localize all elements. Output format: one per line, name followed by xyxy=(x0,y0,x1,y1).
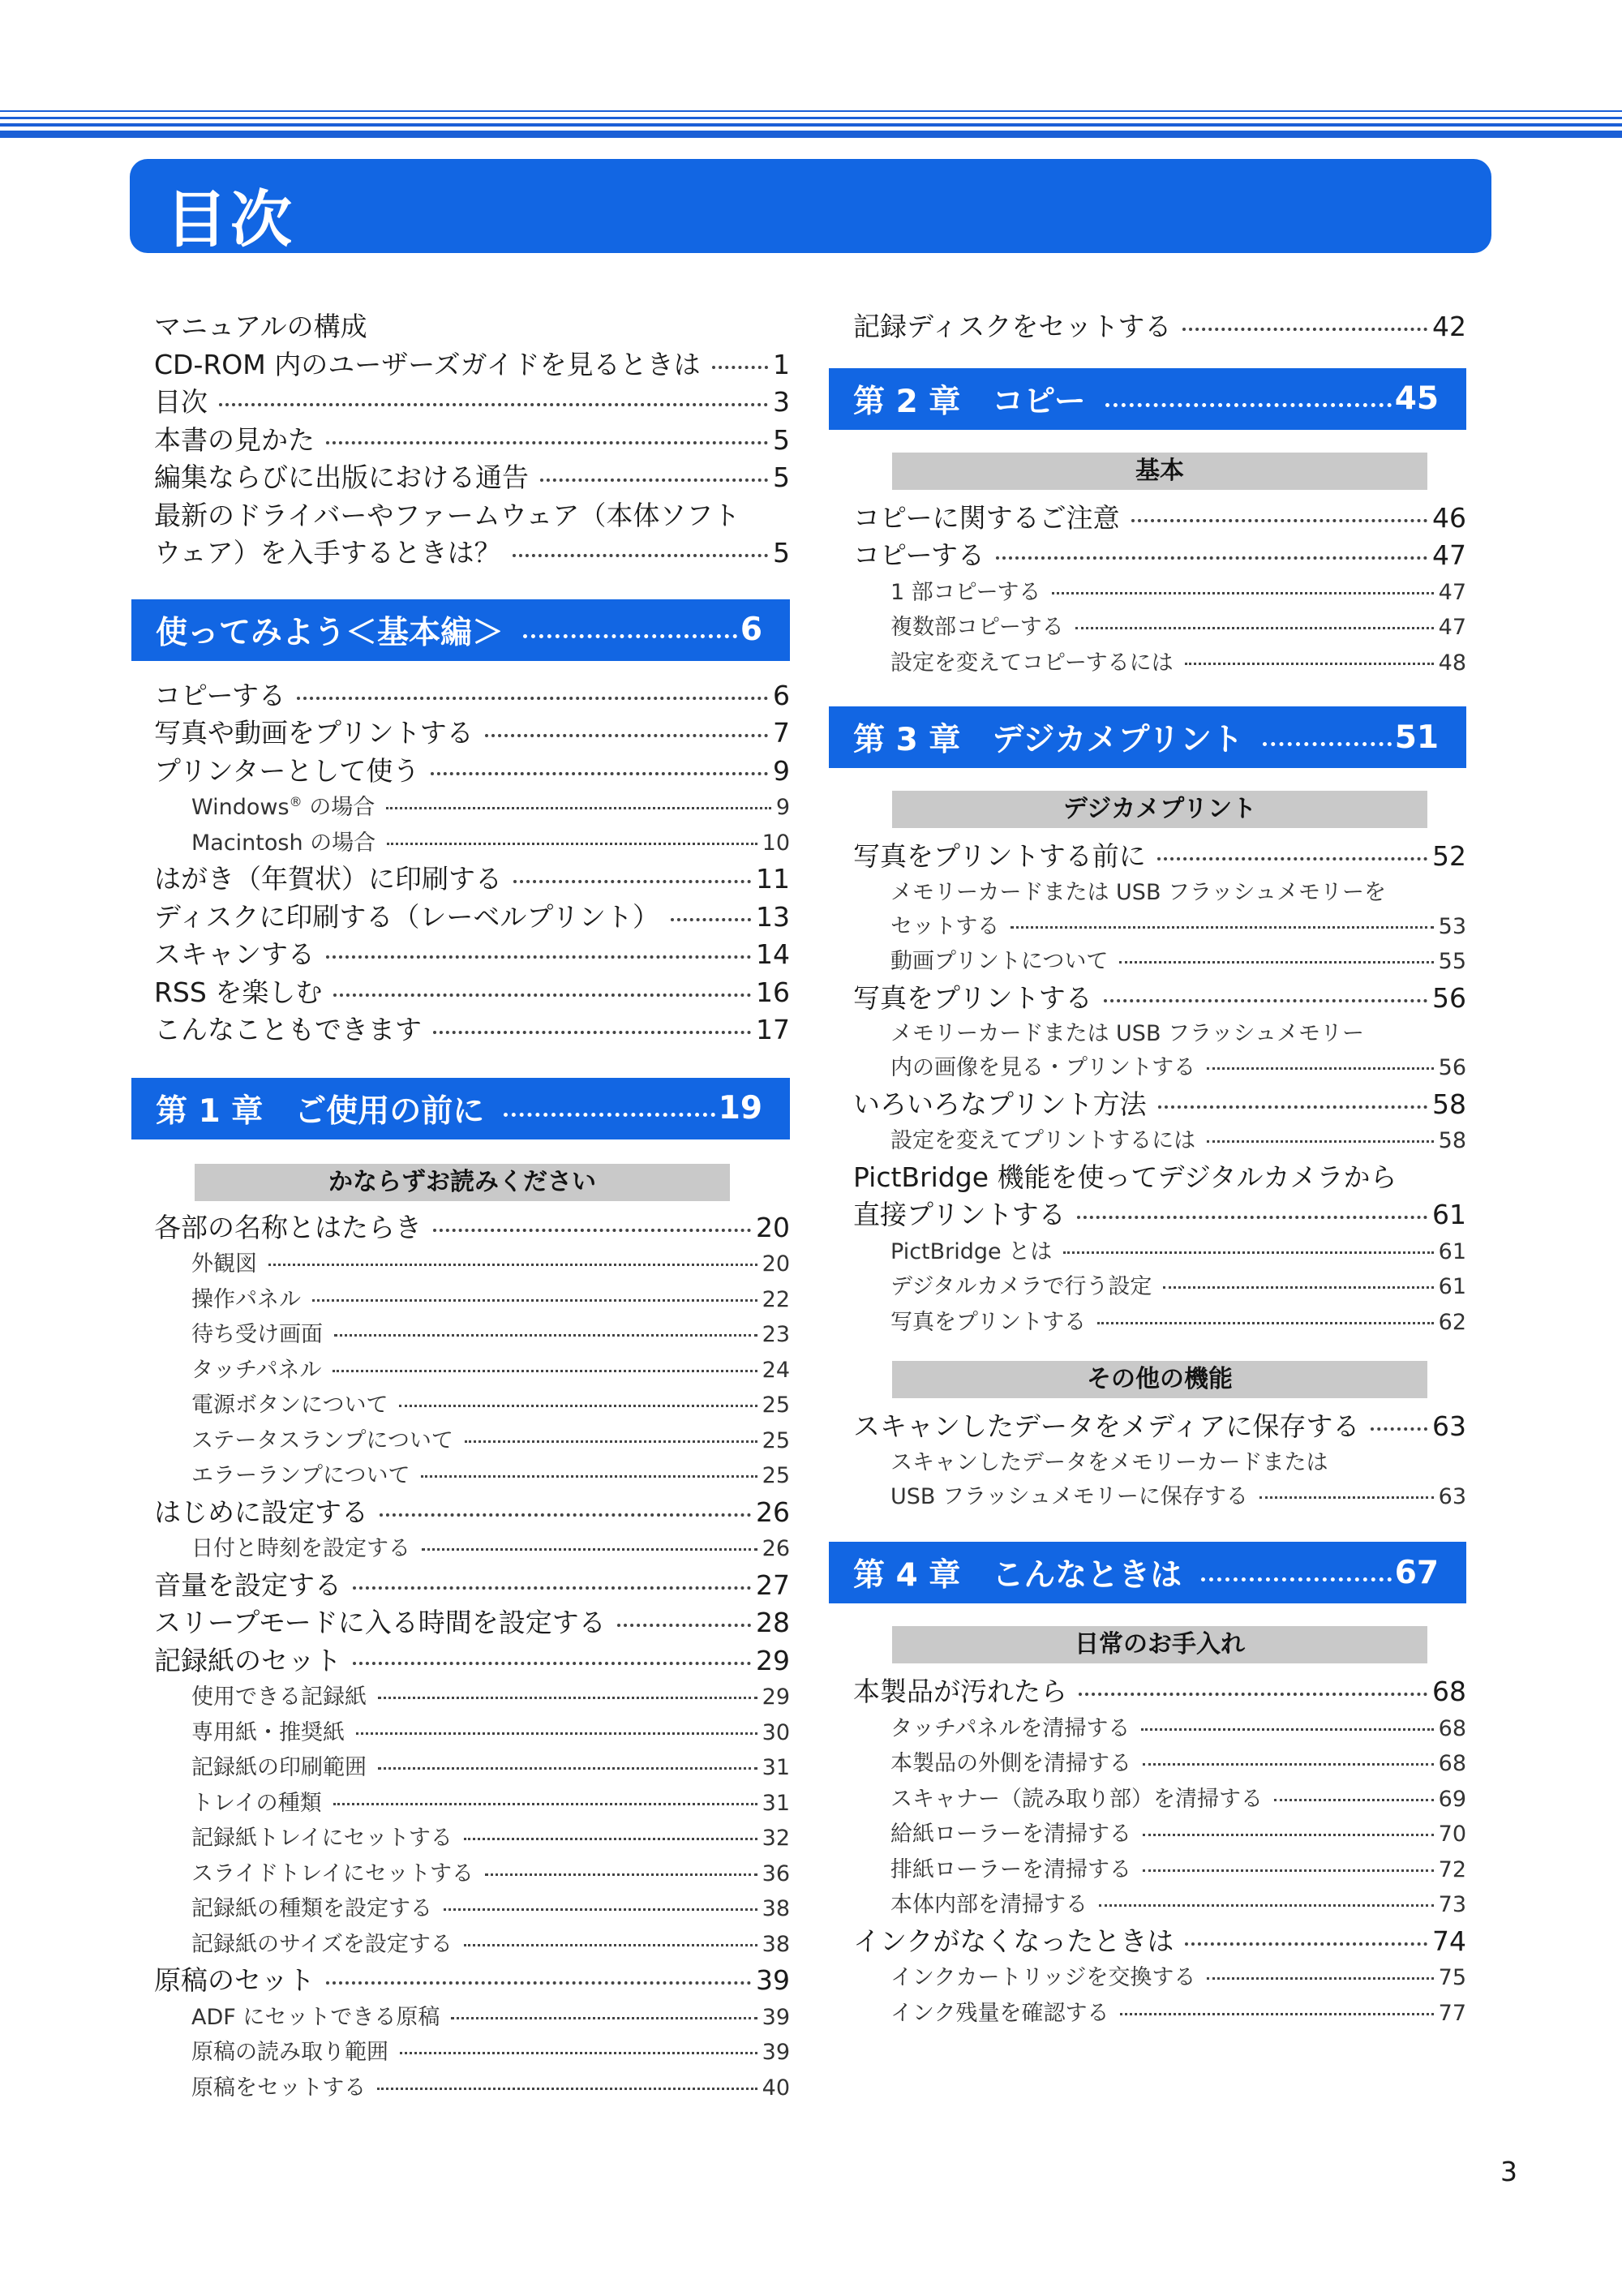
page-ref: 56 xyxy=(1438,1055,1466,1080)
toc-entry[interactable]: ウェア）を入手するときは？ 5 xyxy=(154,534,790,573)
toc-entry[interactable]: RSS を楽しむ 16 xyxy=(154,974,790,1012)
page-ref: 5 xyxy=(773,537,790,569)
toc-subentry-line1[interactable]: メモリーカードまたは USB フラッシュメモリー xyxy=(890,1021,1364,1046)
dot-leader xyxy=(996,556,1427,560)
toc-subentry[interactable]: トレイの種類 31 xyxy=(154,1786,790,1822)
toc-subentry[interactable]: 本体内部を清掃する 73 xyxy=(853,1887,1466,1923)
page-ref: 3 xyxy=(773,386,790,418)
dot-leader xyxy=(326,1981,751,1985)
page-ref: 27 xyxy=(756,1569,790,1601)
chapter-title: 第 3 章 デジカメプリント xyxy=(853,722,1243,758)
page-ref: 72 xyxy=(1438,1856,1466,1882)
toc-subentry[interactable]: ADF にセットできる原稿 39 xyxy=(154,2000,790,2036)
toc-subentry[interactable]: タッチパネルを清掃する 68 xyxy=(853,1711,1466,1747)
toc-entry[interactable]: 直接プリントする 61 xyxy=(853,1196,1466,1234)
page-ref: 63 xyxy=(1432,1410,1466,1442)
toc-subentry[interactable]: Windows® の場合 9 xyxy=(154,790,790,826)
page-ref: 26 xyxy=(756,1496,790,1528)
toc-entry[interactable]: 写真をプリントする 56 xyxy=(853,980,1466,1018)
page-ref: 5 xyxy=(773,423,790,456)
registered-mark: ® xyxy=(289,794,303,809)
page-ref: 36 xyxy=(762,1860,790,1886)
dot-leader xyxy=(433,1229,751,1232)
toc-subentry[interactable]: 1 部コピーする 47 xyxy=(853,575,1466,611)
toc-subentry[interactable]: セットする 53 xyxy=(853,909,1466,945)
dot-leader xyxy=(312,1299,757,1302)
dot-leader xyxy=(333,994,751,997)
chapter-title: 使ってみよう＜基本編＞ xyxy=(156,614,504,651)
section-heading: かならずお読みください xyxy=(195,1164,730,1201)
toc-subentry[interactable]: 動画プリントについて 55 xyxy=(853,944,1466,980)
page-ref: 31 xyxy=(762,1755,790,1780)
toc-entry[interactable]: 記録紙のセット 29 xyxy=(154,1642,790,1680)
toc-subentry-line1[interactable]: メモリーカードまたは USB フラッシュメモリーを xyxy=(890,879,1386,905)
toc-entry-line1[interactable]: PictBridge 機能を使ってデジタルカメラから xyxy=(853,1161,1397,1193)
page-ref: 23 xyxy=(762,1322,790,1347)
page-ref: 56 xyxy=(1432,981,1466,1014)
dot-leader xyxy=(1143,1869,1434,1872)
page-ref: 75 xyxy=(1438,1965,1466,1990)
page-ref: 19 xyxy=(718,1090,762,1127)
toc-subentry[interactable]: 電源ボタンについて 25 xyxy=(154,1388,790,1423)
dot-leader xyxy=(380,1513,751,1517)
page-ref: 25 xyxy=(762,1427,790,1453)
chapter-heading-3[interactable] xyxy=(829,706,1466,768)
page-ref: 69 xyxy=(1438,1786,1466,1812)
dot-leader xyxy=(504,1113,714,1117)
toc-subentry[interactable]: Macintosh の場合 10 xyxy=(154,826,790,861)
page-ref: 61 xyxy=(1438,1238,1466,1264)
toc-subentry[interactable]: 日付と時刻を設定する 26 xyxy=(154,1531,790,1567)
dot-leader xyxy=(1120,2013,1433,2015)
toc-entry[interactable]: いろいろなプリント方法 58 xyxy=(853,1086,1466,1124)
page-ref: 55 xyxy=(1438,949,1466,974)
toc-subentry[interactable]: 写真をプリントする 62 xyxy=(853,1305,1466,1341)
toc-entry[interactable]: はじめに設定する 26 xyxy=(154,1494,790,1532)
toc-subentry[interactable]: デジタルカメラで行う設定 61 xyxy=(853,1269,1466,1305)
page-ref: 63 xyxy=(1438,1483,1466,1509)
page-ref: 73 xyxy=(1438,1892,1466,1917)
page-ref: 9 xyxy=(775,795,790,820)
toc-subentry[interactable]: 専用紙・推奨紙 30 xyxy=(154,1715,790,1751)
toc-entry[interactable]: インクがなくなったときは 74 xyxy=(853,1923,1466,1961)
page-ref: 29 xyxy=(762,1684,790,1710)
page-ref: 68 xyxy=(1438,1715,1466,1741)
toc-subentry[interactable]: 内の画像を見る・プリントする 56 xyxy=(853,1050,1466,1086)
section-heading: 日常のお手入れ xyxy=(892,1626,1427,1663)
dot-leader xyxy=(433,1031,751,1034)
dot-leader xyxy=(378,1697,757,1699)
page-ref: 11 xyxy=(756,863,790,895)
page-ref: 32 xyxy=(762,1826,790,1851)
toc-entry[interactable]: CD-ROM 内のユーザーズガイドを見るときは 1 xyxy=(154,346,790,384)
toc-subentry[interactable]: インクカートリッジを交換する 75 xyxy=(853,1960,1466,1996)
dot-leader xyxy=(1371,1427,1427,1431)
toc-subentry[interactable]: 記録紙の種類を設定する 38 xyxy=(154,1891,790,1927)
dot-leader xyxy=(219,403,768,406)
dot-leader xyxy=(464,1944,757,1946)
toc-subentry[interactable]: PictBridge とは 61 xyxy=(853,1234,1466,1270)
page-ref: 7 xyxy=(773,717,790,749)
dot-leader xyxy=(1079,1693,1427,1696)
dot-leader xyxy=(1097,1322,1434,1324)
page-ref: 61 xyxy=(1432,1199,1466,1230)
page-title: 目次 xyxy=(165,183,295,255)
dot-leader xyxy=(1201,1577,1391,1581)
page-ref: 58 xyxy=(1432,1088,1466,1120)
chapter-title: 第 1 章 ご使用の前に xyxy=(156,1092,485,1130)
toc-subentry[interactable]: 記録紙の印刷範囲 31 xyxy=(154,1750,790,1786)
dot-leader xyxy=(1185,1942,1427,1946)
chapter-title: 第 4 章 こんなときは xyxy=(853,1557,1182,1594)
toc-subentry[interactable]: 給紙ローラーを清掃する 70 xyxy=(853,1817,1466,1852)
dot-leader xyxy=(400,2052,757,2054)
page-ref: 25 xyxy=(762,1393,790,1418)
toc-subentry[interactable]: 複数部コピーする 47 xyxy=(853,610,1466,646)
dot-leader xyxy=(513,554,768,557)
dot-leader xyxy=(1105,403,1392,407)
dot-leader xyxy=(334,1334,757,1337)
chapter-heading-4[interactable] xyxy=(829,1542,1466,1603)
toc-subentry[interactable]: 原稿の読み取り範囲 39 xyxy=(154,2035,790,2071)
toc-subentry-line1[interactable]: スキャンしたデータをメモリーカードまたは xyxy=(890,1449,1328,1475)
page-ref: 39 xyxy=(762,2040,790,2065)
dot-leader xyxy=(333,1370,757,1372)
chapter-title: 第 2 章 コピー xyxy=(853,383,1086,420)
dot-leader xyxy=(399,1405,757,1407)
dot-leader xyxy=(268,1264,757,1266)
page-ref: 16 xyxy=(756,976,790,1008)
toc-entry[interactable]: コピーする 47 xyxy=(853,537,1466,575)
toc-subentry[interactable]: ステータスランプについて 25 xyxy=(154,1423,790,1459)
dot-leader xyxy=(1104,999,1427,1002)
page-ref: 31 xyxy=(762,1790,790,1816)
toc-entry[interactable]: はがき（年賀状）に印刷する 11 xyxy=(154,860,790,899)
title-banner xyxy=(130,159,1491,253)
dot-leader xyxy=(513,880,751,883)
toc-subentry[interactable]: USB フラッシュメモリーに保存する 63 xyxy=(853,1479,1466,1515)
page-ref: 28 xyxy=(756,1607,790,1638)
dot-leader xyxy=(1259,1496,1434,1499)
dot-leader xyxy=(431,772,768,775)
toc-subentry[interactable]: エラーランプについて 25 xyxy=(154,1458,790,1494)
page-ref: 61 xyxy=(1438,1274,1466,1299)
dot-leader xyxy=(671,918,751,921)
page-ref: 1 xyxy=(773,348,790,380)
toc-entry[interactable]: コピーする 6 xyxy=(154,677,790,715)
dot-leader xyxy=(1077,1216,1427,1219)
page-ref: 68 xyxy=(1432,1676,1466,1707)
page-ref: 22 xyxy=(762,1286,790,1312)
page-ref: 29 xyxy=(756,1644,790,1676)
toc-subentry[interactable]: 待ち受け画面 23 xyxy=(154,1317,790,1353)
toc-subentry[interactable]: 使用できる記録紙 29 xyxy=(154,1680,790,1715)
dot-leader xyxy=(1119,961,1433,963)
dot-leader xyxy=(386,807,771,809)
toc-subentry[interactable]: インク残量を確認する 77 xyxy=(853,1996,1466,2032)
page-ref: 6 xyxy=(773,679,790,711)
toc-entry[interactable]: プリンターとして使う 9 xyxy=(154,753,790,791)
dot-leader xyxy=(1131,519,1427,522)
dot-leader xyxy=(422,1548,757,1551)
page-ref: 20 xyxy=(762,1251,790,1277)
dot-leader xyxy=(378,1767,757,1770)
toc-subentry[interactable]: スライドトレイにセットする 36 xyxy=(154,1856,790,1892)
dot-leader xyxy=(1075,627,1434,629)
dot-leader xyxy=(297,697,768,700)
page-ref: 48 xyxy=(1438,650,1466,676)
dot-leader xyxy=(540,479,768,482)
dot-leader xyxy=(1052,592,1433,594)
dot-leader xyxy=(451,2017,757,2019)
toc-entry[interactable]: スキャンしたデータをメディアに保存する 63 xyxy=(853,1408,1466,1446)
page-ref: 5 xyxy=(773,461,790,493)
dot-leader xyxy=(377,2088,757,2090)
page-ref: 47 xyxy=(1438,579,1466,605)
toc-entry[interactable]: マニュアルの構成 xyxy=(154,311,367,342)
toc-entry[interactable]: 編集ならびに出版における通告 5 xyxy=(154,459,790,497)
dot-leader xyxy=(1185,663,1434,665)
dot-leader xyxy=(1274,1799,1434,1801)
dot-leader xyxy=(1157,857,1427,860)
chapter-heading-1[interactable] xyxy=(131,1078,790,1139)
dot-leader xyxy=(1141,1728,1433,1731)
dot-leader xyxy=(1143,1763,1434,1766)
toc-right-column xyxy=(853,308,1466,2031)
toc-entry[interactable]: コピーに関するご注意 46 xyxy=(853,500,1466,538)
dot-leader xyxy=(465,1440,757,1443)
toc-subentry[interactable]: 本製品の外側を清掃する 68 xyxy=(853,1746,1466,1782)
dot-leader xyxy=(353,1662,751,1665)
page-ref: 46 xyxy=(1432,501,1466,534)
page-ref: 47 xyxy=(1438,615,1466,640)
dot-leader xyxy=(712,366,768,369)
toc-entry[interactable]: 各部の名称とはたらき 20 xyxy=(154,1209,790,1247)
dot-leader xyxy=(353,1586,751,1590)
page-ref: 39 xyxy=(756,1964,790,1996)
page-ref: 38 xyxy=(762,1896,790,1921)
dot-leader xyxy=(326,441,768,444)
dot-leader xyxy=(1063,1251,1433,1254)
page-ref: 51 xyxy=(1394,719,1439,756)
page-ref: 52 xyxy=(1432,840,1466,872)
dot-leader xyxy=(1263,742,1392,746)
chapter-heading-basic[interactable] xyxy=(131,599,790,661)
page-ref: 9 xyxy=(773,754,790,787)
page-ref: 68 xyxy=(1438,1751,1466,1776)
dot-leader xyxy=(523,634,737,638)
dot-leader xyxy=(421,1475,757,1478)
toc-subentry[interactable]: 操作パネル 22 xyxy=(154,1282,790,1318)
page-ref: 20 xyxy=(756,1211,790,1243)
toc-entry[interactable]: 音量を設定する 27 xyxy=(154,1567,790,1605)
dot-leader xyxy=(1011,926,1433,929)
dot-leader xyxy=(356,1732,757,1735)
dot-leader xyxy=(464,1838,757,1840)
section-heading: 基本 xyxy=(892,453,1427,490)
toc-entry[interactable]: 写真や動画をプリントする 7 xyxy=(154,715,790,753)
toc-entry[interactable]: スリープモードに入る時間を設定する 28 xyxy=(154,1604,790,1642)
page-ref: 25 xyxy=(762,1463,790,1488)
page-ref: 40 xyxy=(762,2075,790,2101)
section-heading: デジカメプリント xyxy=(892,791,1427,828)
toc-entry[interactable]: ディスクに印刷する（レーベルプリント） 13 xyxy=(154,899,790,937)
toc-subentry[interactable]: 設定を変えてコピーするには 48 xyxy=(853,646,1466,681)
dot-leader xyxy=(1143,1834,1434,1836)
header-rule xyxy=(0,110,1622,138)
dot-leader xyxy=(1207,1067,1434,1070)
dot-leader xyxy=(333,1803,757,1805)
page-ref: 67 xyxy=(1394,1554,1439,1591)
page-ref: 74 xyxy=(1432,1925,1466,1957)
page-ref: 70 xyxy=(1438,1822,1466,1847)
toc-entry-line1[interactable]: 最新のドライバーやファームウェア（本体ソフト xyxy=(154,499,740,531)
toc-entry[interactable]: 写真をプリントする前に 52 xyxy=(853,838,1466,876)
chapter-heading-2[interactable] xyxy=(829,368,1466,430)
toc-entry[interactable]: 目次 3 xyxy=(154,384,790,422)
dot-leader xyxy=(1163,1286,1433,1289)
toc-subentry[interactable]: タッチパネル 24 xyxy=(154,1353,790,1388)
page-ref: 30 xyxy=(762,1719,790,1745)
toc-entry[interactable]: こんなこともできます 17 xyxy=(154,1011,790,1049)
page-ref: 58 xyxy=(1438,1128,1466,1153)
toc-entry[interactable]: スキャンする 14 xyxy=(154,936,790,974)
dot-leader xyxy=(387,843,757,845)
page-ref: 38 xyxy=(762,1931,790,1957)
toc-subentry[interactable]: 記録紙のサイズを設定する 38 xyxy=(154,1927,790,1963)
toc-subentry[interactable]: 外観図 20 xyxy=(154,1247,790,1282)
page-ref: 45 xyxy=(1394,380,1439,417)
page-ref: 47 xyxy=(1432,539,1466,571)
page-ref: 62 xyxy=(1438,1309,1466,1335)
page-ref: 13 xyxy=(756,900,790,933)
toc-subentry[interactable]: 原稿をセットする 40 xyxy=(154,2071,790,2106)
dot-leader xyxy=(326,955,751,959)
dot-leader xyxy=(444,1908,757,1911)
dot-leader xyxy=(485,1873,757,1876)
dot-leader xyxy=(485,734,768,737)
dot-leader xyxy=(617,1624,751,1627)
dot-leader xyxy=(1207,1977,1433,1980)
page-ref: 39 xyxy=(762,2004,790,2030)
page-number: 3 xyxy=(1500,2156,1517,2187)
page-ref: 53 xyxy=(1438,913,1466,939)
toc-subentry[interactable]: 設定を変えてプリントするには 58 xyxy=(853,1123,1466,1159)
toc-left-column xyxy=(154,308,790,2105)
page-ref: 42 xyxy=(1432,311,1466,342)
page-ref: 14 xyxy=(756,938,790,970)
toc-entry[interactable]: 本製品が汚れたら 68 xyxy=(853,1673,1466,1711)
toc-entry[interactable]: 本書の見かた 5 xyxy=(154,422,790,460)
page-ref: 6 xyxy=(740,612,762,648)
toc-subentry[interactable]: スキャナー（読み取り部）を清掃する 69 xyxy=(853,1782,1466,1817)
section-heading: その他の機能 xyxy=(892,1361,1427,1398)
dot-leader xyxy=(1182,328,1427,331)
page-ref: 10 xyxy=(762,830,790,856)
dot-leader xyxy=(1207,1140,1434,1143)
page-ref: 24 xyxy=(762,1357,790,1383)
toc-subentry[interactable]: 記録紙トレイにセットする 32 xyxy=(154,1821,790,1856)
toc-entry[interactable]: 記録ディスクをセットする 42 xyxy=(853,308,1466,346)
page-ref: 17 xyxy=(756,1014,790,1045)
page-ref: 26 xyxy=(762,1536,790,1561)
toc-entry[interactable]: 原稿のセット 39 xyxy=(154,1962,790,2000)
toc-subentry[interactable]: 排紙ローラーを清掃する 72 xyxy=(853,1852,1466,1888)
dot-leader xyxy=(1158,1105,1427,1109)
page-ref: 77 xyxy=(1438,2000,1466,2026)
dot-leader xyxy=(1099,1904,1434,1907)
